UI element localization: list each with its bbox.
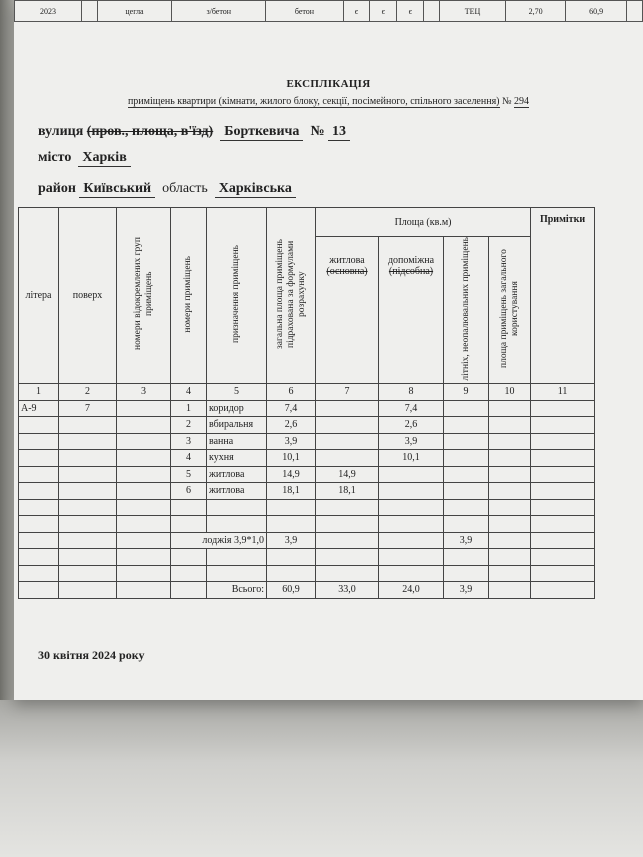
strip-cell (81, 1, 97, 22)
region-label: область (162, 181, 208, 196)
background-surface (0, 700, 643, 857)
cell-living: 14,9 (316, 466, 379, 483)
cell-total (267, 549, 316, 566)
cell-floor (59, 450, 117, 467)
cell-group (117, 483, 171, 500)
cell-unheated (444, 466, 489, 483)
cell-unheated (444, 499, 489, 516)
cell-group (117, 499, 171, 516)
cell-aux: 10,1 (379, 450, 444, 467)
cell-floor (59, 417, 117, 434)
empty-row (19, 516, 595, 533)
strip-cell: 2023 (15, 1, 82, 22)
cell-group (117, 565, 171, 582)
cell-room (171, 499, 207, 516)
table-row (19, 400, 595, 417)
column-number: 5 (207, 384, 267, 401)
street-value: Борткевича (220, 124, 303, 141)
totals-row (19, 582, 595, 599)
column-number: 10 (489, 384, 531, 401)
subtitle-text: приміщень квартири (кімнати, жилого блоку, секції, посімейного, спільного заселення) (127, 96, 500, 107)
document-date: 30 квітня 2024 року (38, 648, 145, 662)
cell-litera (19, 450, 59, 467)
cell-unheated (444, 400, 489, 417)
document-page (14, 0, 643, 700)
cell-floor (59, 483, 117, 500)
city-label: місто (38, 150, 72, 165)
header-common: площа приміщень загального користування (489, 237, 531, 384)
cell-unheated: 3,9 (444, 532, 489, 549)
cell-notes (531, 549, 595, 566)
header-floor: поверх (59, 208, 117, 384)
cell-notes (531, 450, 595, 467)
header-notes: Примітки (531, 208, 595, 384)
cell-litera (19, 499, 59, 516)
cell-notes (531, 516, 595, 533)
cell-living: 18,1 (316, 483, 379, 500)
cell-common (489, 516, 531, 533)
street-line (38, 124, 350, 141)
table-row (19, 417, 595, 434)
cell-living (316, 532, 379, 549)
cell-purpose: лоджія 3,9*1,0 (171, 532, 267, 549)
cell-purpose: житлова (207, 483, 267, 500)
strip-cell: 60,9 (566, 1, 627, 22)
cell-room: 4 (171, 450, 207, 467)
cell-living (316, 417, 379, 434)
header-living: житлова (основна) (316, 237, 379, 384)
cell-floor: 7 (59, 400, 117, 417)
cell-litera (19, 483, 59, 500)
cell-aux: 7,4 (379, 400, 444, 417)
cell-floor (59, 433, 117, 450)
table-row (19, 466, 595, 483)
cell-floor (59, 549, 117, 566)
previous-table-strip (14, 0, 643, 22)
strip-cell: цегла (97, 1, 171, 22)
cell-aux: 3,9 (379, 433, 444, 450)
cell-group (117, 582, 171, 599)
cell-room (171, 565, 207, 582)
strip-cell: бетон (266, 1, 343, 22)
cell-litera: А-9 (19, 400, 59, 417)
cell-aux (379, 532, 444, 549)
number-sign: № (502, 96, 512, 107)
house-number-label: № (310, 124, 325, 139)
column-number: 3 (117, 384, 171, 401)
empty-row (19, 499, 595, 516)
column-number-row (19, 384, 595, 401)
cell-litera (19, 417, 59, 434)
strip-cell: є (397, 1, 424, 22)
cell-common (489, 582, 531, 599)
cell-aux (379, 565, 444, 582)
strip-cell: є (343, 1, 370, 22)
cell-aux: 24,0 (379, 582, 444, 599)
cell-aux: 2,6 (379, 417, 444, 434)
cell-aux (379, 549, 444, 566)
cell-notes (531, 483, 595, 500)
header-auxiliary: допоміжна (підсобна) (379, 237, 444, 384)
cell-unheated (444, 450, 489, 467)
street-label-struck: (пров., площа, в'їзд) (86, 124, 214, 139)
cell-total: 3,9 (267, 532, 316, 549)
cell-purpose (207, 565, 267, 582)
cell-unheated (444, 483, 489, 500)
strip-cell: ТЕЦ (440, 1, 506, 22)
city-line (38, 150, 131, 167)
column-number: 8 (379, 384, 444, 401)
cell-room (171, 549, 207, 566)
column-number: 11 (531, 384, 595, 401)
column-number: 7 (316, 384, 379, 401)
cell-purpose: Всього: (207, 582, 267, 599)
cell-room: 3 (171, 433, 207, 450)
strip-cell (626, 1, 642, 22)
table-row (19, 483, 595, 500)
empty-row (19, 565, 595, 582)
header-area-group: Площа (кв.м) (316, 208, 531, 237)
cell-living (316, 400, 379, 417)
cell-aux (379, 483, 444, 500)
district-value: Київський (79, 181, 155, 198)
cell-purpose: коридор (207, 400, 267, 417)
explication-table (18, 207, 594, 599)
cell-group (117, 532, 171, 549)
cell-litera (19, 433, 59, 450)
cell-room: 1 (171, 400, 207, 417)
strip-cell: 2,70 (505, 1, 566, 22)
cell-common (489, 466, 531, 483)
cell-unheated (444, 417, 489, 434)
table-row (19, 433, 595, 450)
document-subtitle (14, 96, 643, 107)
cell-notes (531, 532, 595, 549)
empty-row (19, 549, 595, 566)
cell-common (489, 565, 531, 582)
cell-room (171, 582, 207, 599)
cell-purpose: кухня (207, 450, 267, 467)
header-purpose: призначення приміщень (207, 208, 267, 384)
cell-common (489, 499, 531, 516)
cell-common (489, 532, 531, 549)
cell-unheated (444, 516, 489, 533)
cell-litera (19, 582, 59, 599)
city-value: Харків (78, 150, 130, 167)
cell-living (316, 549, 379, 566)
cell-litera (19, 466, 59, 483)
cell-common (489, 433, 531, 450)
cell-floor (59, 582, 117, 599)
cell-common (489, 417, 531, 434)
header-unheated: літніх, неопалювальних приміщень (444, 237, 489, 384)
cell-living (316, 499, 379, 516)
cell-group (117, 417, 171, 434)
cell-group (117, 450, 171, 467)
cell-group (117, 466, 171, 483)
cell-group (117, 516, 171, 533)
cell-common (489, 400, 531, 417)
column-number: 6 (267, 384, 316, 401)
apartment-number: 294 (514, 96, 530, 107)
cell-notes (531, 466, 595, 483)
cell-aux (379, 516, 444, 533)
cell-total: 7,4 (267, 400, 316, 417)
column-number: 1 (19, 384, 59, 401)
cell-group (117, 433, 171, 450)
cell-living: 33,0 (316, 582, 379, 599)
column-number: 9 (444, 384, 489, 401)
cell-common (489, 450, 531, 467)
cell-total: 18,1 (267, 483, 316, 500)
cell-purpose: вбиральня (207, 417, 267, 434)
cell-unheated (444, 549, 489, 566)
region-value: Харківська (215, 181, 296, 198)
cell-total: 10,1 (267, 450, 316, 467)
cell-room: 2 (171, 417, 207, 434)
header-group-numbers: номери відокремлених груп приміщень (117, 208, 171, 384)
house-number: 13 (328, 124, 350, 141)
cell-litera (19, 532, 59, 549)
street-label: вулиця (38, 124, 84, 139)
header-litera: літера (19, 208, 59, 384)
cell-room: 6 (171, 483, 207, 500)
document-title: ЕКСПЛІКАЦІЯ (286, 78, 371, 90)
cell-purpose (207, 516, 267, 533)
cell-room: 5 (171, 466, 207, 483)
cell-purpose: житлова (207, 466, 267, 483)
cell-aux (379, 499, 444, 516)
column-number: 4 (171, 384, 207, 401)
cell-total (267, 499, 316, 516)
loggia-row (19, 532, 595, 549)
table-row (19, 450, 595, 467)
cell-room (171, 516, 207, 533)
cell-notes (531, 499, 595, 516)
cell-floor (59, 532, 117, 549)
cell-unheated (444, 565, 489, 582)
cell-total: 14,9 (267, 466, 316, 483)
cell-unheated: 3,9 (444, 582, 489, 599)
cell-group (117, 400, 171, 417)
cell-living (316, 433, 379, 450)
cell-notes (531, 433, 595, 450)
cell-notes (531, 582, 595, 599)
cell-common (489, 549, 531, 566)
cell-floor (59, 516, 117, 533)
cell-notes (531, 565, 595, 582)
cell-total: 60,9 (267, 582, 316, 599)
cell-purpose (207, 549, 267, 566)
district-line (38, 181, 296, 198)
cell-floor (59, 499, 117, 516)
cell-litera (19, 549, 59, 566)
cell-floor (59, 565, 117, 582)
cell-litera (19, 516, 59, 533)
cell-purpose (207, 499, 267, 516)
column-number: 2 (59, 384, 117, 401)
cell-living (316, 565, 379, 582)
cell-litera (19, 565, 59, 582)
cell-unheated (444, 433, 489, 450)
cell-total (267, 516, 316, 533)
cell-common (489, 483, 531, 500)
cell-living (316, 450, 379, 467)
strip-cell: з/бетон (172, 1, 266, 22)
cell-purpose: ванна (207, 433, 267, 450)
header-total-area: загальна площа приміщень підрахована за формулами розрахунку (267, 208, 316, 384)
district-label: район (38, 181, 76, 196)
strip-cell (424, 1, 440, 22)
cell-total: 2,6 (267, 417, 316, 434)
cell-notes (531, 400, 595, 417)
strip-cell: є (370, 1, 397, 22)
cell-living (316, 516, 379, 533)
cell-total: 3,9 (267, 433, 316, 450)
cell-aux (379, 466, 444, 483)
header-room-numbers: номери приміщень (171, 208, 207, 384)
cell-floor (59, 466, 117, 483)
cell-total (267, 565, 316, 582)
cell-notes (531, 417, 595, 434)
cell-group (117, 549, 171, 566)
